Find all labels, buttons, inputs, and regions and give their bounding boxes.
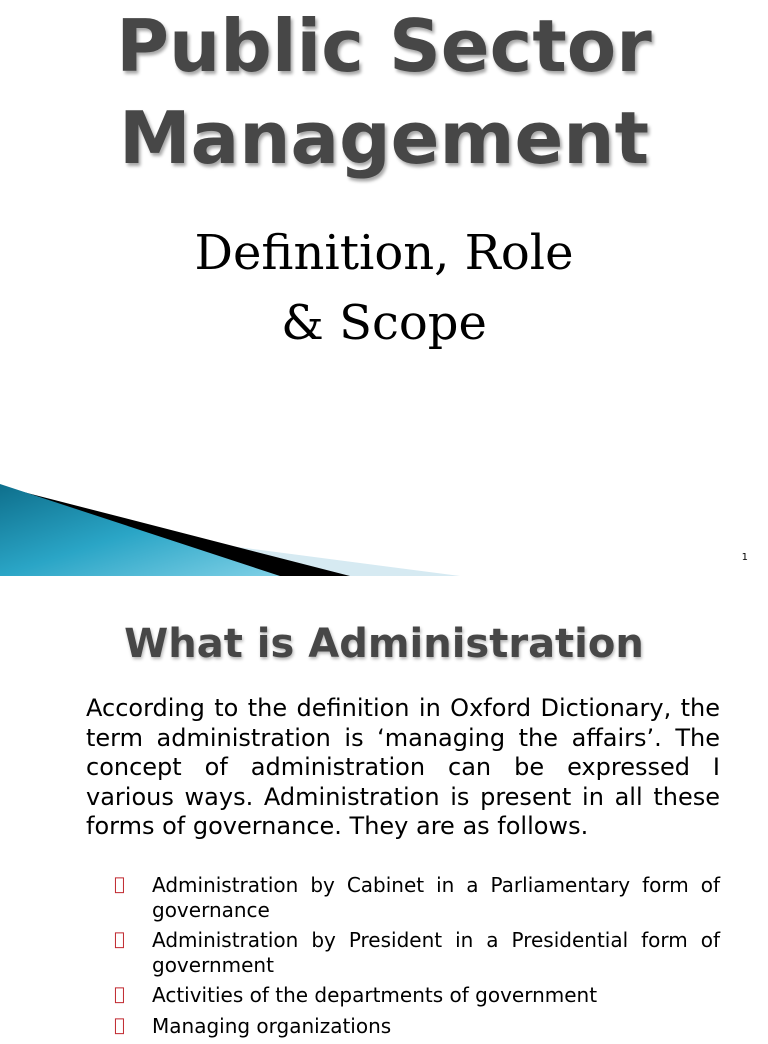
list-item: [114, 928, 720, 977]
list-item: [114, 1014, 720, 1039]
slide-1-title-line-2: Management: [119, 96, 649, 180]
list-item: [114, 873, 720, 922]
bullet-arrow-icon: [114, 873, 125, 898]
list-item: [114, 983, 720, 1008]
definition-paragraph: According to the definition in Oxford Dictionary, the term administration is ‘managing the affairs’. The concept of administration can be expressed I various ways. Administration is present in all these forms of governance. They are as follows.: [86, 694, 720, 840]
slide-1-subtitle: [0, 218, 768, 358]
slide-number: 1: [741, 552, 748, 563]
slide-2: [0, 576, 768, 1038]
bullet-arrow-icon: [114, 928, 125, 953]
list-item-text: Managing organizations: [152, 1013, 392, 1038]
slide-1-title-line-1: Public Sector: [116, 4, 652, 88]
bullet-arrow-icon: [114, 983, 125, 1008]
slide-1-subtitle-line-2: & Scope: [281, 295, 487, 351]
bullet-arrow-icon: [114, 1014, 125, 1039]
list-item-text: Administration by Cabinet in a Parliamentary form of governance: [152, 873, 720, 922]
list-item-text: Administration by President in a Presidential form of government: [152, 928, 720, 977]
slide-1-subtitle-line-1: Definition, Role: [194, 225, 574, 281]
slide-1-title: [0, 0, 768, 184]
list-item-text: Activities of the departments of government: [152, 983, 598, 1007]
decorative-swoosh: [0, 470, 460, 576]
forms-list: [114, 873, 720, 1044]
slide-2-title: What is Administration: [124, 621, 644, 667]
